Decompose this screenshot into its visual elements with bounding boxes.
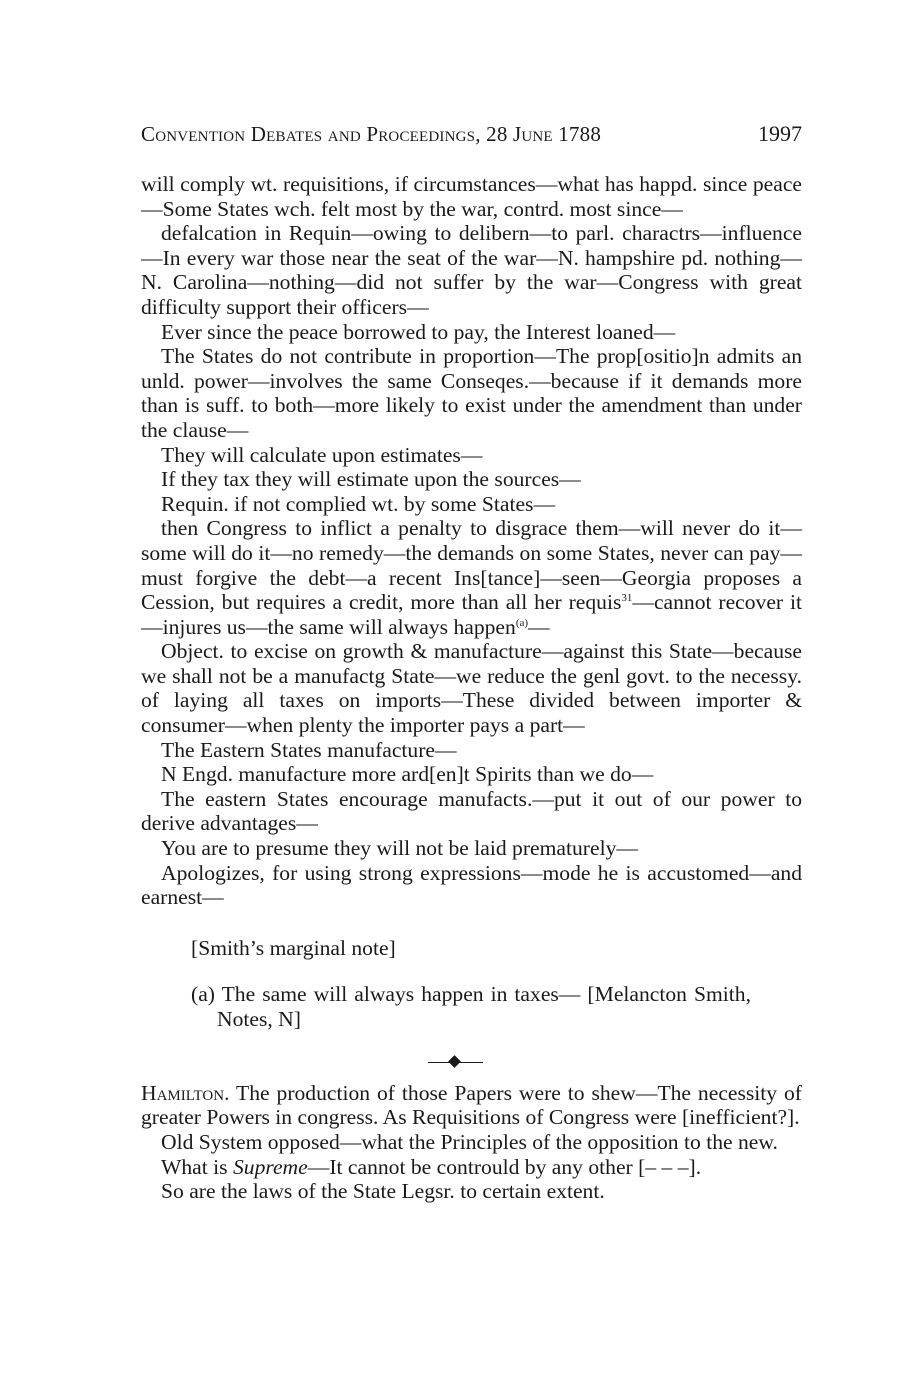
page-number: 1997 (758, 121, 802, 146)
paragraph-text: —cannot recover it—injures us—the same will always happen (141, 590, 802, 639)
main-text (141, 172, 802, 1204)
paragraph: If they tax they will estimate upon the sources— (161, 467, 581, 492)
speaker-name: Hamilton (141, 1080, 225, 1105)
paragraph: Object. to excise on growth & manufacture—against this State—because we shall not be a manufactg State—we reduce the genl govt. to the necessy. of laying all taxes on imports—These divided between importer & consumer—when plenty the importer pays a part— (141, 639, 802, 738)
divider-rule-left (428, 1062, 450, 1063)
emphasis: Supreme (232, 1154, 308, 1179)
paragraph: Apologizes, for using strong expressions—mode he is accustomed—and earnest— (141, 860, 802, 910)
marginal-note-heading: [Smith’s marginal note] (191, 935, 396, 960)
paragraph: They will calculate upon estimates— (161, 442, 483, 467)
paragraph-text: — (528, 614, 550, 639)
paragraph: Requin. if not complied wt. by some States— (161, 491, 556, 516)
divider-rule-right (459, 1062, 483, 1063)
paragraph-text: —It cannot be contrould by any other [– – –]. (307, 1154, 702, 1179)
paragraph (141, 1155, 802, 1180)
paragraph: Ever since the peace borrowed to pay, the Interest loaned— (161, 319, 676, 344)
paragraph (141, 516, 802, 639)
paragraph: The eastern States encourage manufacts.—put it out of our power to derive advantages— (141, 786, 802, 836)
footnote-marker: 31 (621, 592, 633, 605)
marginal-note-item: (a) The same will always happen in taxes— [Melancton Smith, Notes, N] (191, 982, 751, 1031)
paragraph-text: . The production of those Papers were to shew—The necessity of greater Powers in congress. As Requisitions of Congress were [inefficient?]. (141, 1080, 802, 1130)
paragraph: So are the laws of the State Legsr. to certain extent. (161, 1179, 605, 1204)
paragraph: The States do not contribute in proportion—The prop[ositio]n admits an unld. power—involves the same Conseqes.—because if it demands more than is suff. to both—more likely to exist under the amendment than under the clause— (141, 344, 802, 442)
running-head-title: Convention Debates and Proceedings, 28 June 1788 (141, 122, 602, 146)
paragraph: Old System opposed—what the Principles of the opposition to the new. (161, 1129, 778, 1154)
paragraph-text: What is (161, 1154, 233, 1179)
marginal-note (191, 936, 751, 1031)
running-head (141, 120, 802, 148)
paragraph: will comply wt. requisitions, if circumstances—what has happd. since peace—Some States wch. felt most by the war, contrd. most since— (141, 172, 802, 221)
paragraph: The Eastern States manufacture— (161, 737, 457, 762)
paragraph: N Engd. manufacture more ard[en]t Spirits than we do— (161, 762, 654, 787)
note-marker: (a) (515, 616, 529, 629)
paragraph: defalcation in Requin—owing to delibern—to parl. charactrs—influence—In every war those near the seat of the war—N. hampshire pd. nothing—N. Carolina—nothing—did not suffer by the war—Congress with great difficulty support their officers— (141, 221, 802, 319)
paragraph (141, 1081, 802, 1130)
paragraph: You are to presume they will not be laid prematurely— (161, 836, 638, 861)
section-divider (141, 1053, 802, 1077)
paragraph-text: then Congress to inflict a penalty to disgrace them—will never do it—some will do it—no remedy—the demands on some States, never can pay—must forgive the debt—a recent Ins[tance]—seen—Georgia proposes a Cession, but requires a credit, more than all her requis (141, 516, 802, 615)
